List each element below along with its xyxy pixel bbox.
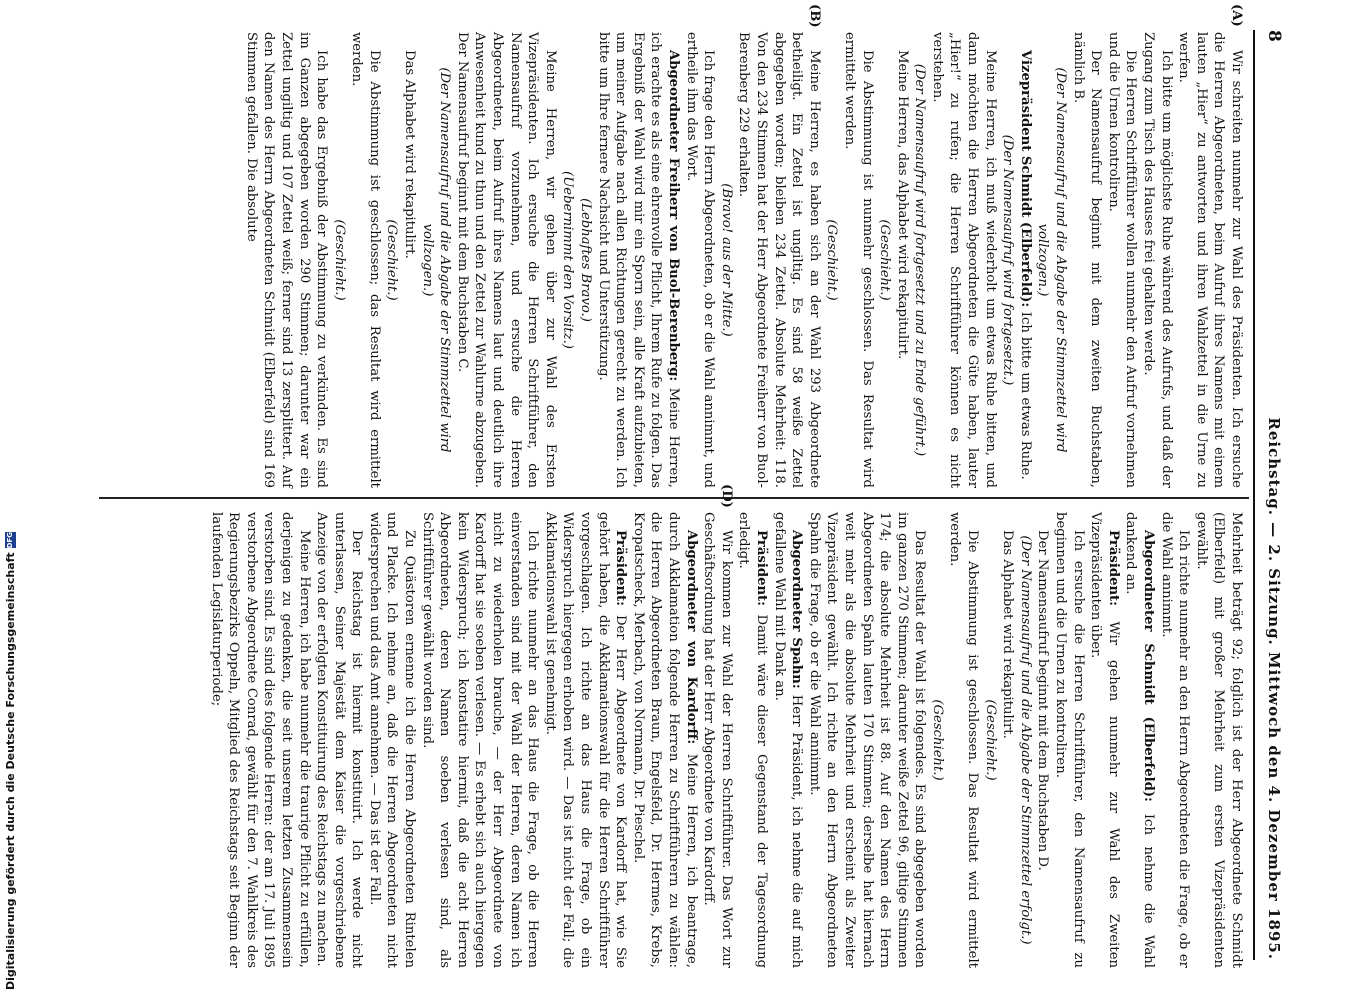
paragraph [893, 32, 911, 488]
stage-text: (Geschieht.) [384, 219, 400, 301]
stage-text: (Der Namensaufruf und die Abgabe der Stimmzettel wird vollzogen.) [1035, 67, 1069, 453]
speaker-name: Präsident: [753, 530, 769, 615]
paragraph-text: Ich habe das Ergebniß der Abstimmung zu verkünden. Es sind im Ganzen abgegeben worden 290 Stimmen; darunter war ein Zettel ungiltig und 107 Zettel weiß; ferner sind 13 zersplittert. Auf den Namen des Herrn Abgeordneten Schmidt (Elberfeld) sind 169 Stimmen gefallen. Die absolute [243, 32, 330, 488]
paragraph [242, 32, 330, 488]
stage-text: (Der Namensaufruf wird fortgesetzt und zu Ende geführt.) [912, 63, 928, 457]
right-column [85, 484, 1245, 969]
paragraph [735, 512, 770, 968]
paragraph-text: Die Abstimmung ist geschlossen; das Resultat wird ermittelt werden. [349, 32, 382, 488]
credit-text: Digitalisierung gefördert durch die Deutsche Forschungsgemeinschaft [4, 552, 17, 990]
speaker-name: Abgeordneter Spahn: [789, 530, 805, 695]
stage-text: (Geschieht.) [331, 219, 347, 301]
paragraph [629, 512, 699, 968]
stage-direction [576, 32, 594, 488]
paragraph-text: Ich richte nunmehr an den Herrn Abgeordneten die Frage, ob er die Wahl annimmt. [1158, 512, 1192, 968]
left-column [85, 4, 1245, 489]
paragraph [365, 512, 418, 968]
paragraph-text: Meine Herren, ich muß wiederholt um etwas Ruhe bitten, und dann möchten die Herren Abgeordneten die Güte haben, lauter „Hier!“ zu rufen; die Herren Schriftführer können es nicht verstehen. [929, 32, 998, 488]
paragraph [594, 32, 682, 488]
paragraph [735, 4, 823, 488]
paragraph-text: Wir gehen nunmehr zur Wahl des Zweiten Vizepräsidenten über. [1088, 512, 1121, 969]
paragraph-text: Der Namensaufruf beginnt mit dem zweiten Buchstaben, nämlich B. [1070, 32, 1104, 488]
stage-text: (Geschieht.) [982, 699, 998, 781]
paragraph [401, 32, 419, 488]
paragraph-text: Der Herr Abgeordnete von Kardorff hat, wie Sie gehört haben, die Akklamationswahl für die Herren Schriftführer vorgeschlagen. Ich richte an das Haus die Frage, ob ein Widerspruch hiergegen erhoben wird. — Das ist nicht der Fall; die Akklamationswahl ist genehmigt. [542, 512, 629, 968]
paragraph [770, 512, 805, 968]
paragraph-text: Mehrheit beträgt 92; folglich ist der Herr Abgeordnete Schmidt (Elberfeld) mit großer Mehrheit zum ersten Vizepräsidenten gewählt. [1193, 512, 1244, 968]
paragraph [207, 512, 313, 968]
margin-marker: (A) [1229, 4, 1244, 27]
stage-direction [1016, 512, 1034, 968]
paragraph [1069, 32, 1104, 488]
paragraph [1175, 4, 1245, 488]
paragraph-text: Meine Herren, es haben sich an der Wahl 293 Abgeordnete betheiligt. Ein Zettel ist ungiltig. Es sind 58 weiße Zettel abgegeben worden; bleiben 234 Zettel. Absolute Mehrheit: 118. Von den 234 Stimmen hat der Herr Abgeordnete Freiherr von Buol-Berenberg 229 erhalten. [736, 32, 822, 488]
paragraph-text: Die Abstimmung ist geschlossen. Das Resultat wird ermittelt werden. [947, 512, 981, 968]
paragraph-text: Meine Herren, ich habe nunmehr die traurige Pflicht zu erfüllen, derjenigen zu gedenken, die seit unserem letzten Zusammensein verstorben sind. Es sind dies folgende Herren: der am 17. Juli 1895 verstorbene Abgeordnete Conrad, gewählt für den 7. Wahlkreis des Regierungsbezirks Oppeln, Mitglied des Reichstags seit Beginn der laufenden Legislaturperiode; [208, 512, 312, 968]
paragraph-text: Ich ersuche die Herren Schriftführer, den Namensaufruf zu beginnen und die Urnen zu kontroliren. [1053, 512, 1086, 968]
speaker-name: Präsident: [613, 530, 629, 615]
paragraph-text: Das Alphabet wird rekapitulirt. [1000, 530, 1016, 739]
stage-direction [383, 32, 401, 488]
paragraph [1122, 512, 1157, 968]
paragraph-text: Ich nehme die Wahl dankend an. [1123, 512, 1157, 968]
stage-direction [876, 32, 894, 488]
speaker-name: Abgeordneter Freiherr von Buol-Berenberg: [666, 50, 681, 388]
paragraph [541, 512, 629, 968]
speaker-name: Abgeordneter von Kardorff: [683, 530, 699, 754]
margin-marker: (B) [806, 4, 822, 28]
stage-text: (Geschieht.) [877, 219, 893, 301]
paragraph [453, 32, 559, 488]
paragraph-text: Wir kommen zur Wahl der Herren Schriftführer. Das Wort zur Geschäftsordnung hat der Herr Abgeordnete von Kardorff. [701, 512, 734, 968]
paragraph [1087, 512, 1122, 968]
paragraph-text: Meine Herren, ich beantrage, durch Akklamation folgende Herren zu Schriftführern zu wählen: die Herren Abgeordneten Braun, Engelsfeld, Dr. Hermes, Krebs, Kropatscheck, Merbach, von Normann, Dr. Pieschel. [630, 512, 699, 968]
paragraph-text: Das Resultat der Wahl ist folgendes. Es sind abgegeben worden im ganzen 270 Stimmen; darunter weiße Zettel 96, giltige Stimmen 174; die absolute Mehrheit ist 88. Auf den Namen des Herrn Abgeordneten Spahn lauten 170 Stimmen; derselbe hat hiernach weit mehr als die absolute Mehrheit und erscheint als Zweiter Vizepräsident gewählt. Ich richte an den Herrn Abgeordneten Spahn die Frage, ob er die Wahl annimmt. [806, 512, 928, 968]
stage-direction [928, 512, 946, 968]
paragraph-text: Das Alphabet wird rekapitulirt. [402, 50, 418, 259]
paragraph-text: Ich bitte um möglichste Ruhe während des Aufrufs, und daß der Zugang zum Tisch des Hauses frei gehalten werde. [1141, 32, 1174, 488]
stage-direction [999, 32, 1017, 488]
paragraph [313, 512, 366, 968]
paragraph-text: Die Abstimmung ist nunmehr geschlossen. Das Resultat wird ermittelt werden. [841, 32, 875, 488]
stage-text: (Uebernimmt den Vorsitz.) [560, 171, 576, 349]
paragraph [682, 32, 717, 488]
paragraph-text: Die Herren Schriftführer wollen nunmehr den Aufruf vornehmen und die Urnen kontroliren. [1105, 32, 1139, 488]
paragraph [1192, 512, 1245, 968]
stage-direction [717, 32, 735, 488]
stage-direction [981, 512, 999, 968]
stage-text: (Geschieht.) [824, 219, 840, 301]
stage-direction [330, 32, 348, 488]
running-header [1253, 30, 1293, 960]
paragraph-text: Meine Herren, ich erachte es als eine ehrenvolle Pflicht, Ihrem Rufe zu folgen. Das Ergebniß der Wahl wird mir ein Sporn sein, alle Kraft aufzubieten, um meiner Aufgabe nach allen Richtungen gerecht zu werden. Ich bitte um Ihre fernere Nachsicht und Unterstützung. [595, 32, 681, 489]
paragraph [999, 512, 1017, 968]
paragraph [1104, 32, 1139, 488]
speaker-name: Präsident: [1105, 530, 1121, 622]
paragraph-text: Der Namensaufruf beginnt mit dem Buchstaben D. [1035, 530, 1051, 871]
stage-direction [559, 32, 577, 488]
paragraph-text: Meine Herren, wir gehen über zur Wahl des Ersten Vizepräsidenten. Ich ersuche die Herren Schriftführer, den Namensaufruf vorzunehmen, und ersuche die Herren Abgeordneten, beim Aufruf ihres Namens laut und deutlich ihre Anwesenheit kund zu thun und den Zettel zur Wahlurne abzugeben. Der Namensaufruf beginnt mit dem Buchstaben C. [454, 32, 558, 488]
paragraph [348, 32, 383, 488]
paragraph [418, 512, 541, 968]
stage-text: (Geschieht.) [929, 699, 945, 781]
stage-text: (Der Namensaufruf und die Abgabe der Stimmzettel wird vollzogen.) [419, 67, 453, 453]
speaker-name: Abgeordneter Schmidt (Elberfeld): [1141, 530, 1157, 814]
paragraph-text: Damit wäre dieser Gegenstand der Tagesordnung erledigt. [736, 512, 769, 969]
column-divider [99, 497, 1249, 499]
paragraph [840, 32, 875, 488]
paragraph-text: Ich frage den Herrn Abgeordneten, ob er die Wahl annimmt, und ertheile ihm das Wort. [683, 32, 717, 488]
stage-text: (Lebhaftes Bravo.) [578, 198, 594, 322]
stage-text: (Der Namensaufruf wird fortgesetzt.) [1000, 134, 1016, 386]
stage-text: (Bravo! aus der Mitte.) [718, 183, 734, 337]
paragraph [1016, 32, 1034, 488]
stage-direction [418, 32, 453, 488]
paragraph [1157, 512, 1192, 968]
paragraph [928, 32, 998, 488]
paragraph [805, 512, 928, 968]
paragraph-text: Der Reichstag ist hiermit konstituirt. Ich werde nicht unterlassen, Seiner Majestät dem Kaiser die vorgeschriebene Anzeige von der erfolgten Konstituirung des Reichstags zu machen. [314, 512, 365, 968]
paragraph-text: Herr Präsident, ich nehme die auf mich gefallene Wahl mit Dank an. [771, 512, 805, 968]
stage-direction [1034, 32, 1069, 488]
paragraph [1034, 512, 1052, 968]
paragraph [700, 484, 735, 968]
stage-direction [823, 32, 841, 488]
paragraph [946, 512, 981, 968]
speaker-name: Vizepräsident Schmidt (Elberfeld): [1017, 50, 1033, 312]
stage-text: (Der Namensaufruf und die Abgabe der Stimmzettel erfolgt.) [1017, 535, 1033, 945]
margin-marker: (D) [718, 484, 734, 508]
page-number: 8 [1264, 30, 1284, 42]
paragraph [1139, 32, 1174, 488]
running-title: Reichstag. — 2. Sitzung. Mittwoch den 4. Dezember 1895. [1265, 417, 1283, 960]
dfg-logo-icon: DFG [6, 531, 14, 549]
paragraph-text: Wir schreiten nunmehr zur Wahl des Präsidenten. Ich ersuche die Herren Abgeordneten, beim Aufruf ihres Namens mit einem lauten „Hier“ zu antworten und ihren Wahlzettel in die Urne zu werfen. [1176, 32, 1244, 488]
paragraph-text: Ich bitte um etwas Ruhe. [1017, 311, 1033, 480]
paragraph [1051, 512, 1086, 968]
paragraph-text: Meine Herren, das Alphabet wird rekapitulirt. [894, 50, 910, 360]
paragraph-text: Ich richte nunmehr an das Haus die Frage, ob die Herren einverstanden sind mit der Wahl der Herren, deren Namen ich nicht zu wiederholen brauche, — der Herr Abgeordnete von Kardorff hat sie soeben verlesen. — Es erhebt sich auch hiergegen kein Widerspruch; ich konstatire hiermit, daß die acht Herren Abgeordneten, deren Namen soeben verlesen sind, als Schriftführer gewählt worden sind. [419, 512, 541, 968]
stage-direction [911, 32, 929, 488]
digitization-credit [4, 532, 17, 990]
paragraph-text: Zu Quästoren ernenne ich die Herren Abgeordneten Rintelen und Placke. Ich nehme an, daß die Herren Abgeordneten nicht widersprechen und das Amt annehmen. — Das ist der Fall. [366, 512, 418, 968]
